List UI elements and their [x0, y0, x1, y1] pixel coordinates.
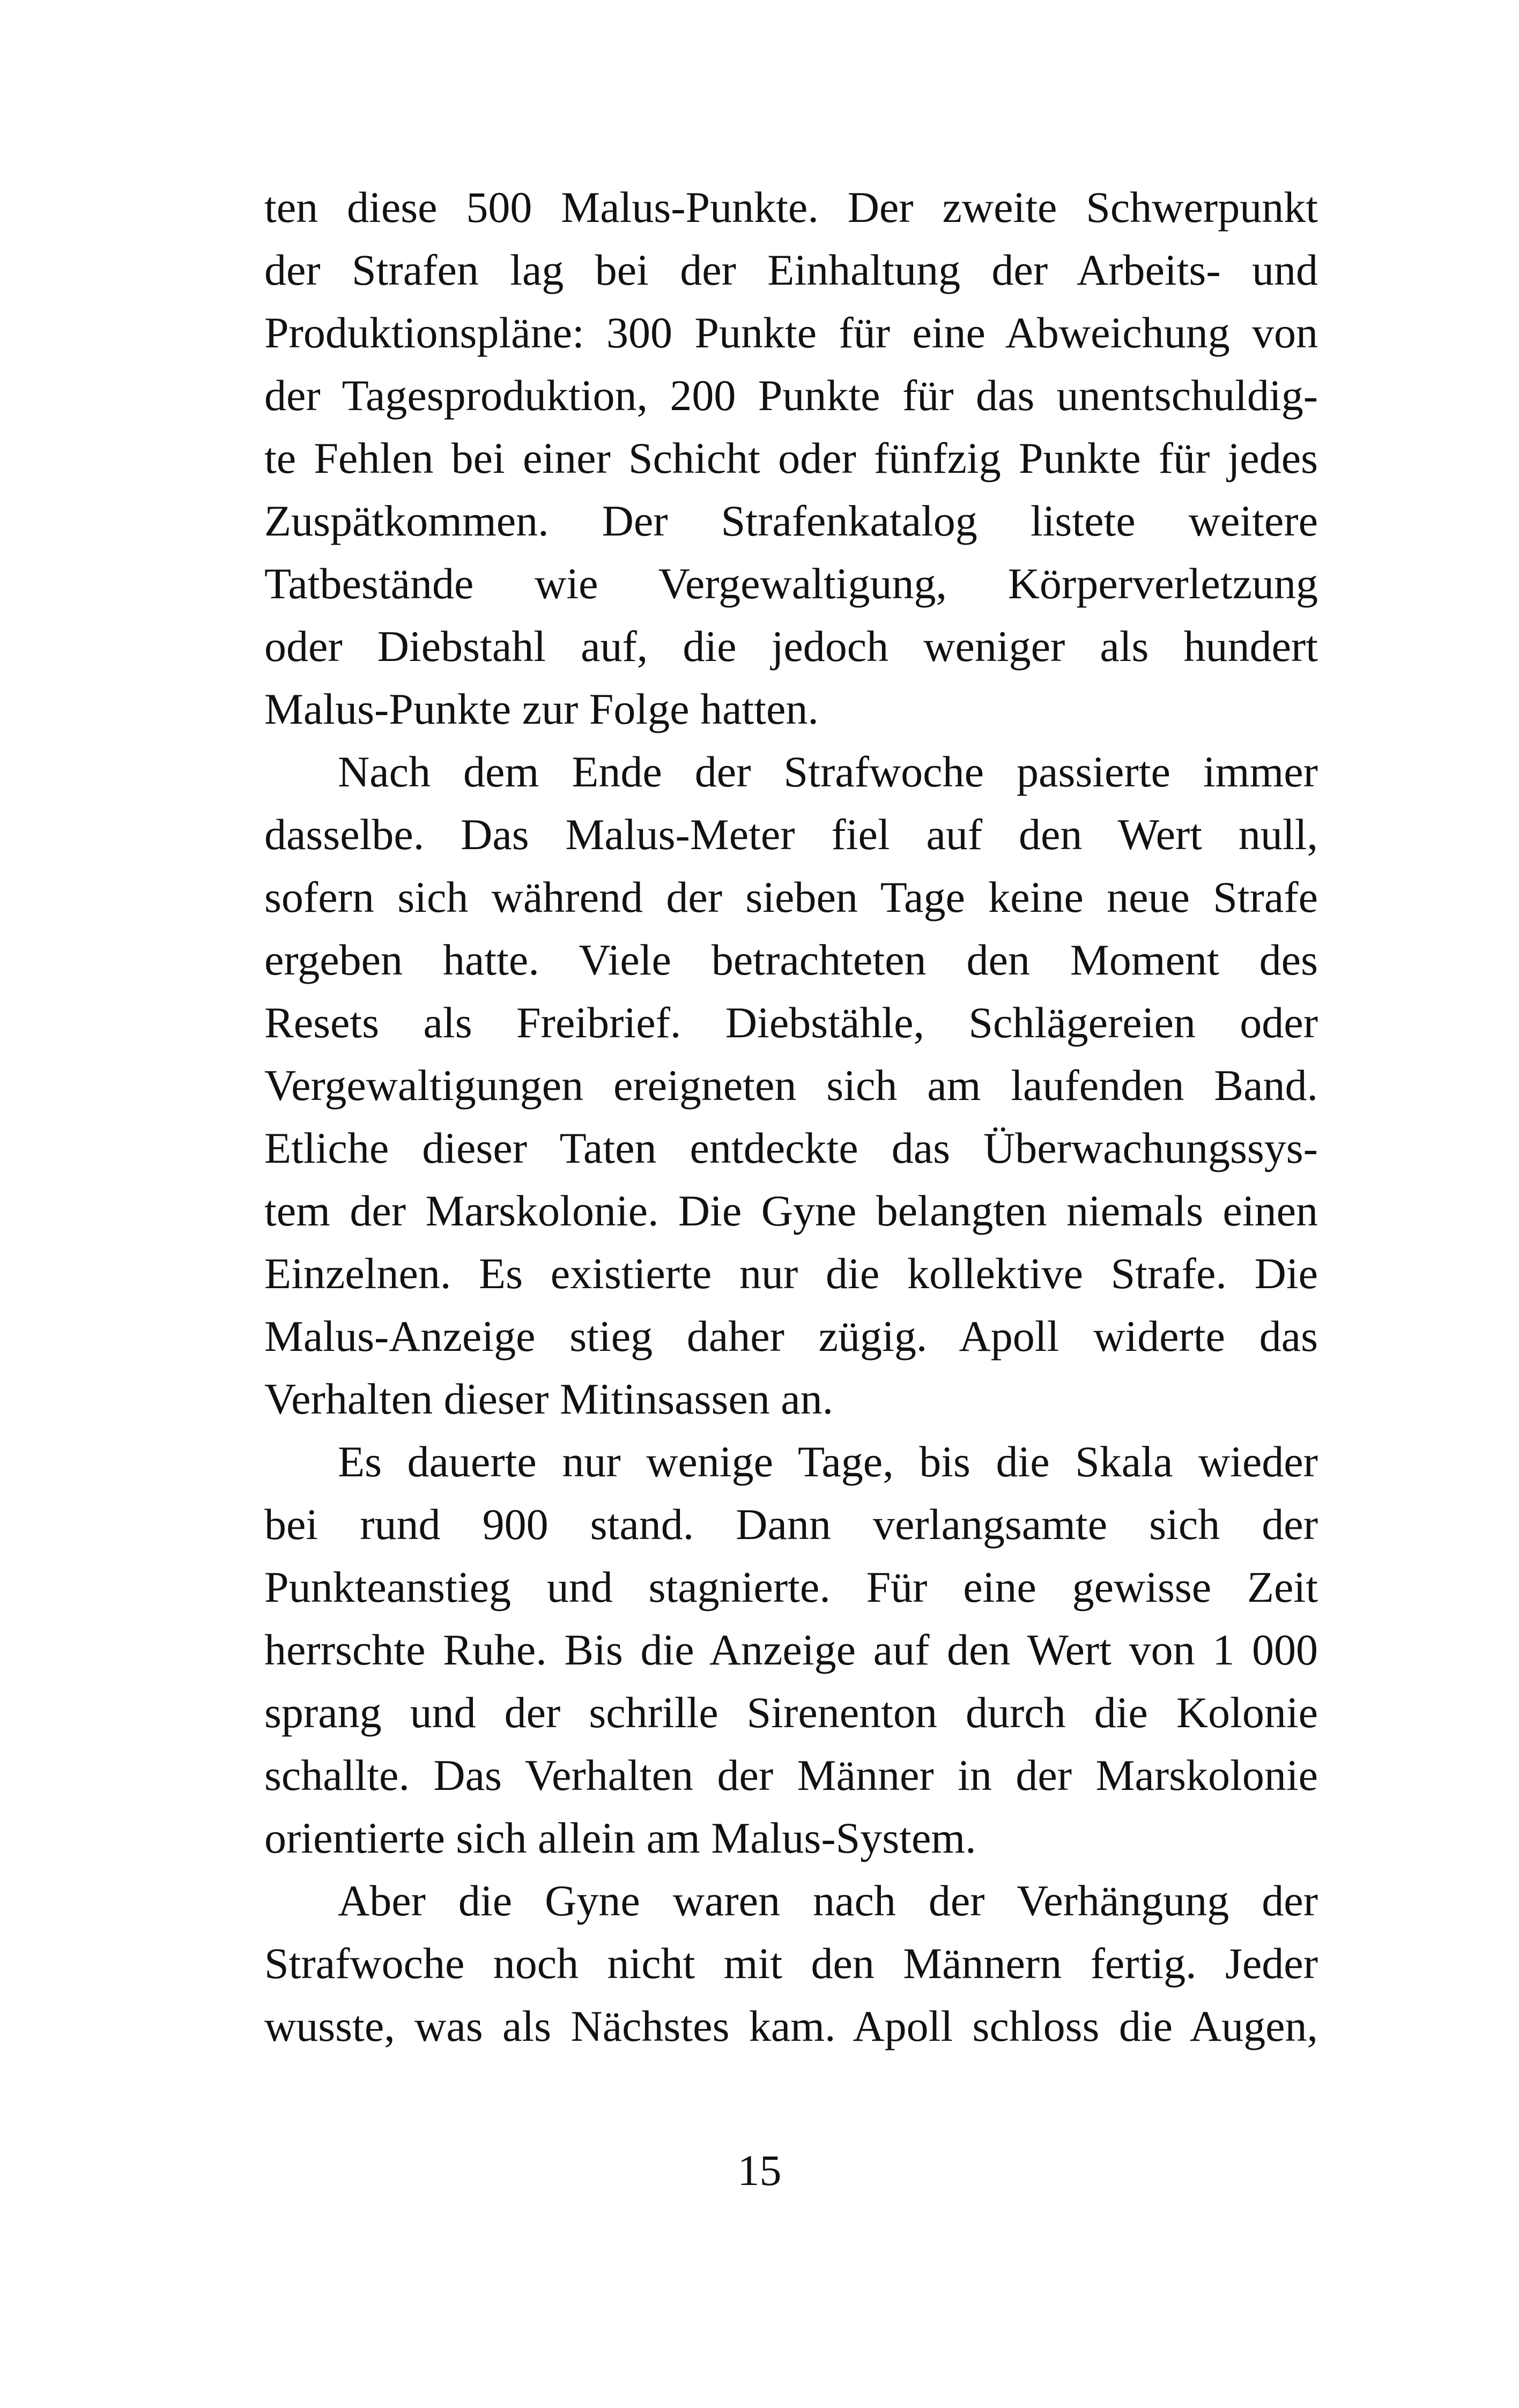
text-line: der Tagesproduktion, 200 Punkte für das unentschuldig-: [264, 371, 1318, 420]
page-number: 15: [737, 2146, 782, 2195]
text-line: Produktionspläne: 300 Punkte für eine Abweichung von: [264, 308, 1318, 357]
text-line: dasselbe. Das Malus-Meter fiel auf den Wert null,: [264, 810, 1318, 859]
text-line: Einzelnen. Es existierte nur die kollektive Strafe. Die: [264, 1249, 1318, 1298]
text-line: der Strafen lag bei der Einhaltung der Arbeits- und: [264, 246, 1318, 294]
paragraph-first-line: Nach dem Ende der Strafwoche passierte immer: [338, 747, 1318, 796]
text-line: Punkteanstieg und stagnierte. Für eine gewisse Zeit: [264, 1563, 1318, 1611]
text-line: ergeben hatte. Viele betrachteten den Moment des: [264, 935, 1318, 984]
body-text: [264, 176, 1318, 2057]
text-line: Strafwoche noch nicht mit den Männern fertig. Jeder: [264, 1939, 1318, 1988]
text-line: bei rund 900 stand. Dann verlangsamte sich der: [264, 1500, 1318, 1549]
paragraph-end-line: Malus-Punkte zur Folge hatten.: [264, 685, 819, 733]
text-line: oder Diebstahl auf, die jedoch weniger als hundert: [264, 622, 1318, 671]
text-line: tem der Marskolonie. Die Gyne belangten niemals einen: [264, 1186, 1318, 1235]
text-line: Resets als Freibrief. Diebstähle, Schlägereien oder: [264, 998, 1318, 1047]
text-line: Vergewaltigungen ereigneten sich am laufenden Band.: [264, 1061, 1318, 1110]
paragraph-first-line: Aber die Gyne waren nach der Verhängung der: [338, 1876, 1318, 1925]
text-line: schallte. Das Verhalten der Männer in der Marskolonie: [264, 1751, 1318, 1800]
text-line: herrschte Ruhe. Bis die Anzeige auf den Wert von 1 000: [264, 1625, 1318, 1674]
text-line: Malus-Anzeige stieg daher zügig. Apoll widerte das: [264, 1312, 1318, 1361]
paragraph-end-line: orientierte sich allein am Malus-System.: [264, 1814, 976, 1862]
text-line: te Fehlen bei einer Schicht oder fünfzig Punkte für jedes: [264, 434, 1318, 482]
text-line: Etliche dieser Taten entdeckte das Überwachungssys-: [264, 1124, 1318, 1172]
text-line: wusste, was als Nächstes kam. Apoll schloss die Augen,: [264, 2002, 1318, 2050]
text-line: sprang und der schrille Sirenenton durch die Kolonie: [264, 1688, 1318, 1737]
text-line: ten diese 500 Malus-Punkte. Der zweite Schwerpunkt: [264, 183, 1318, 232]
text-line: sofern sich während der sieben Tage keine neue Strafe: [264, 873, 1318, 921]
text-line: Zuspätkommen. Der Strafenkatalog listete weitere: [264, 496, 1318, 545]
paragraph-first-line: Es dauerte nur wenige Tage, bis die Skala wieder: [338, 1437, 1318, 1486]
paragraph-end-line: Verhalten dieser Mitinsassen an.: [264, 1374, 834, 1423]
text-line: Tatbestände wie Vergewaltigung, Körperverletzung: [264, 559, 1318, 608]
